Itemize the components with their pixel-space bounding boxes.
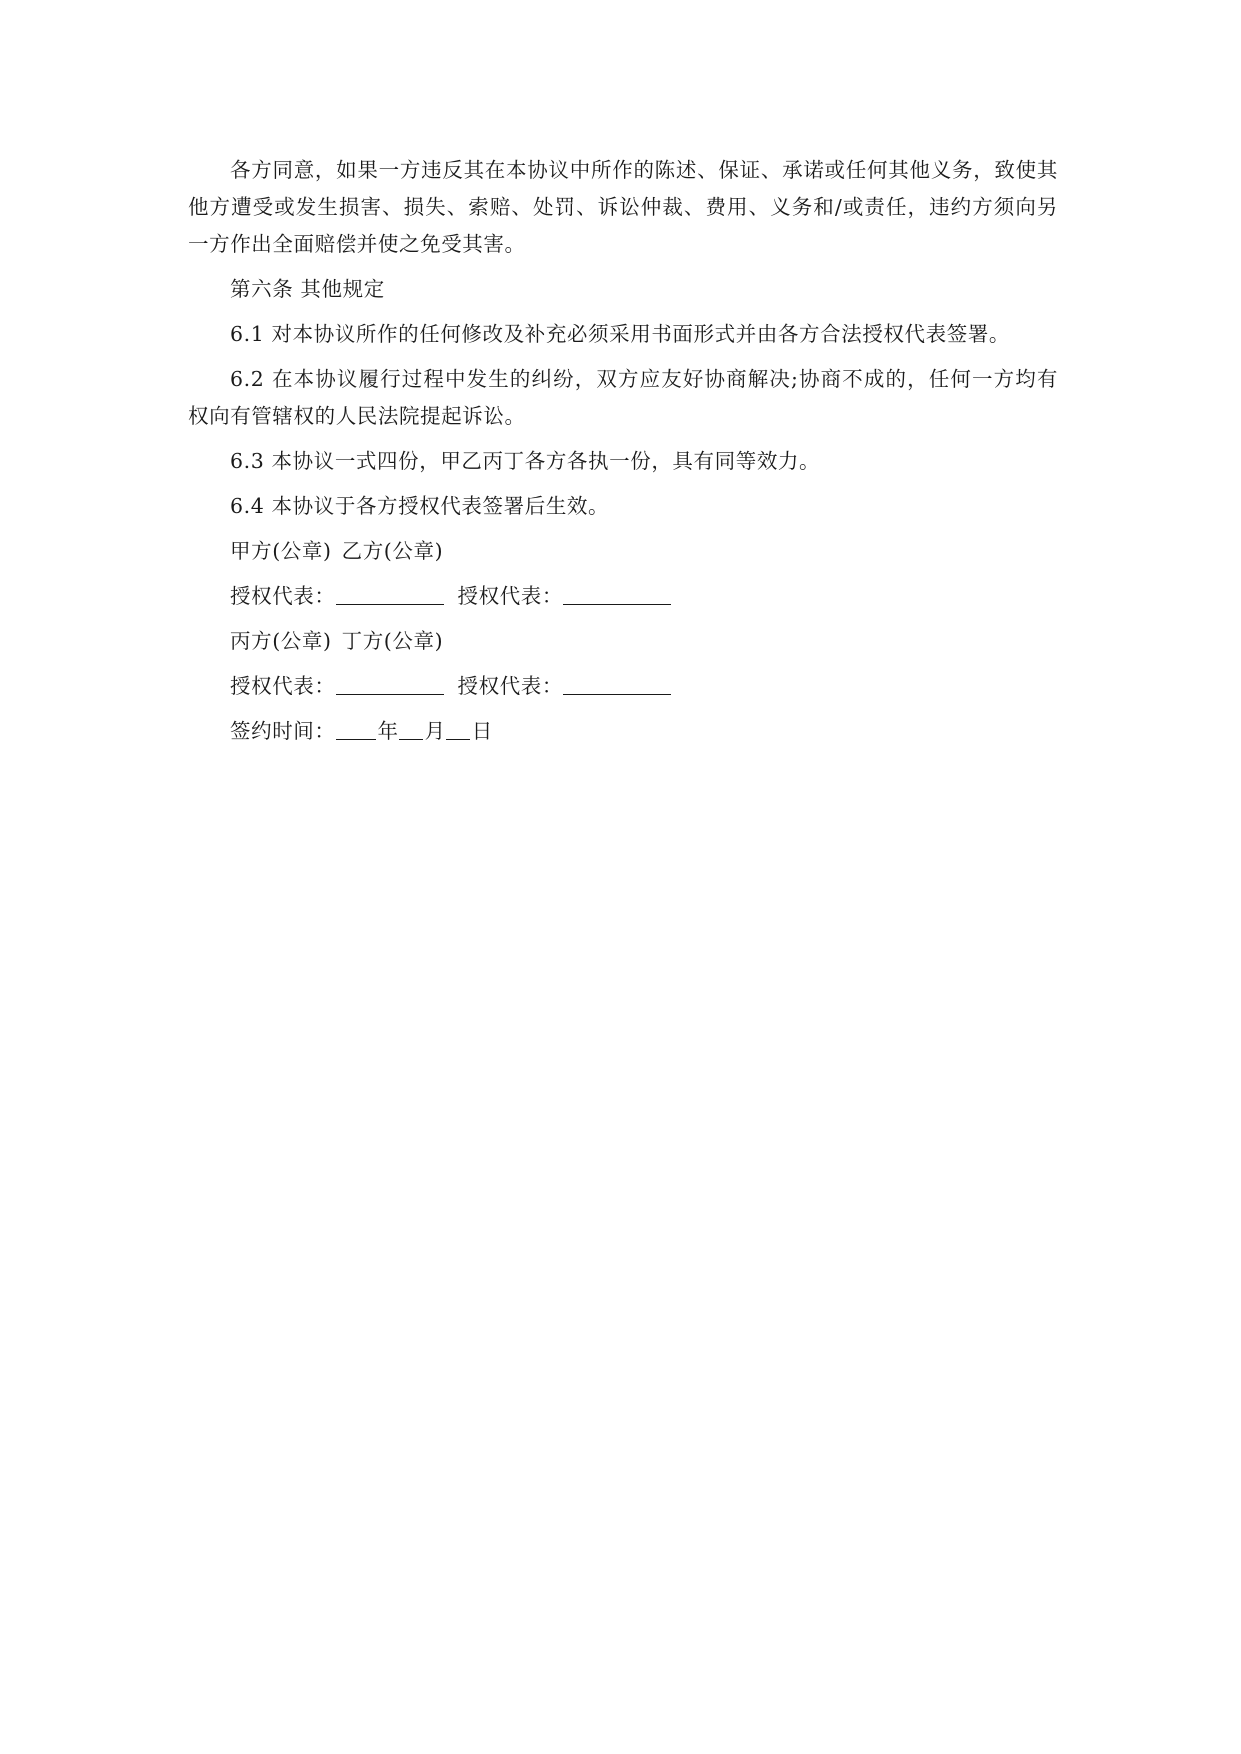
- auth-rep-row-a-b: [188, 578, 1058, 615]
- clause-6-4: 6.4 本协议于各方授权代表签署后生效。: [230, 494, 610, 518]
- seal-row-a-b: [188, 533, 1058, 570]
- sign-date-label: 签约时间：: [230, 719, 336, 743]
- clause-6-1: 6.1 对本协议所作的任何修改及补充必须采用书面形式并由各方合法授权代表签署。: [230, 322, 1011, 346]
- article-six-heading: 第六条 其他规定: [230, 277, 385, 301]
- month-label: 月: [424, 719, 446, 743]
- indemnity-paragraph: 各方同意，如果一方违反其在本协议中所作的陈述、保证、承诺或任何其他义务，致使其他方遭受或发生损害、损失、索赔、处罚、诉讼仲裁、费用、义务和/或责任，违约方须向另一方作出全面赔偿并使之免受其害。: [188, 158, 1058, 256]
- auth-rep-c-blank[interactable]: [336, 672, 444, 695]
- month-blank[interactable]: [399, 717, 423, 740]
- auth-rep-a-blank[interactable]: [336, 582, 444, 605]
- clause-6-3: 6.3 本协议一式四份，甲乙丙丁各方各执一份，具有同等效力。: [230, 449, 821, 473]
- auth-rep-label-a: 授权代表：: [230, 584, 336, 608]
- clause-6-2: 6.2 在本协议履行过程中发生的纠纷，双方应友好协商解决;协商不成的，任何一方均有权向有管辖权的人民法院提起诉讼。: [188, 367, 1058, 428]
- party-a-seal-label: 甲方(公章): [230, 539, 332, 563]
- party-c-seal-label: 丙方(公章): [230, 629, 332, 653]
- year-blank[interactable]: [336, 717, 376, 740]
- year-label: 年: [377, 719, 399, 743]
- contract-page: [188, 152, 1058, 758]
- party-d-seal-label: 丁方(公章): [341, 629, 444, 653]
- auth-rep-label-d: 授权代表：: [457, 674, 563, 698]
- auth-rep-b-blank[interactable]: [563, 582, 671, 605]
- party-b-seal-label: 乙方(公章): [341, 539, 444, 563]
- auth-rep-label-b: 授权代表：: [457, 584, 563, 608]
- auth-rep-row-c-d: [188, 668, 1058, 705]
- auth-rep-label-c: 授权代表：: [230, 674, 336, 698]
- auth-rep-d-blank[interactable]: [563, 672, 671, 695]
- seal-row-c-d: [188, 623, 1058, 660]
- sign-date-row: [188, 713, 1058, 750]
- day-blank[interactable]: [446, 717, 470, 740]
- day-label: 日: [471, 719, 493, 743]
